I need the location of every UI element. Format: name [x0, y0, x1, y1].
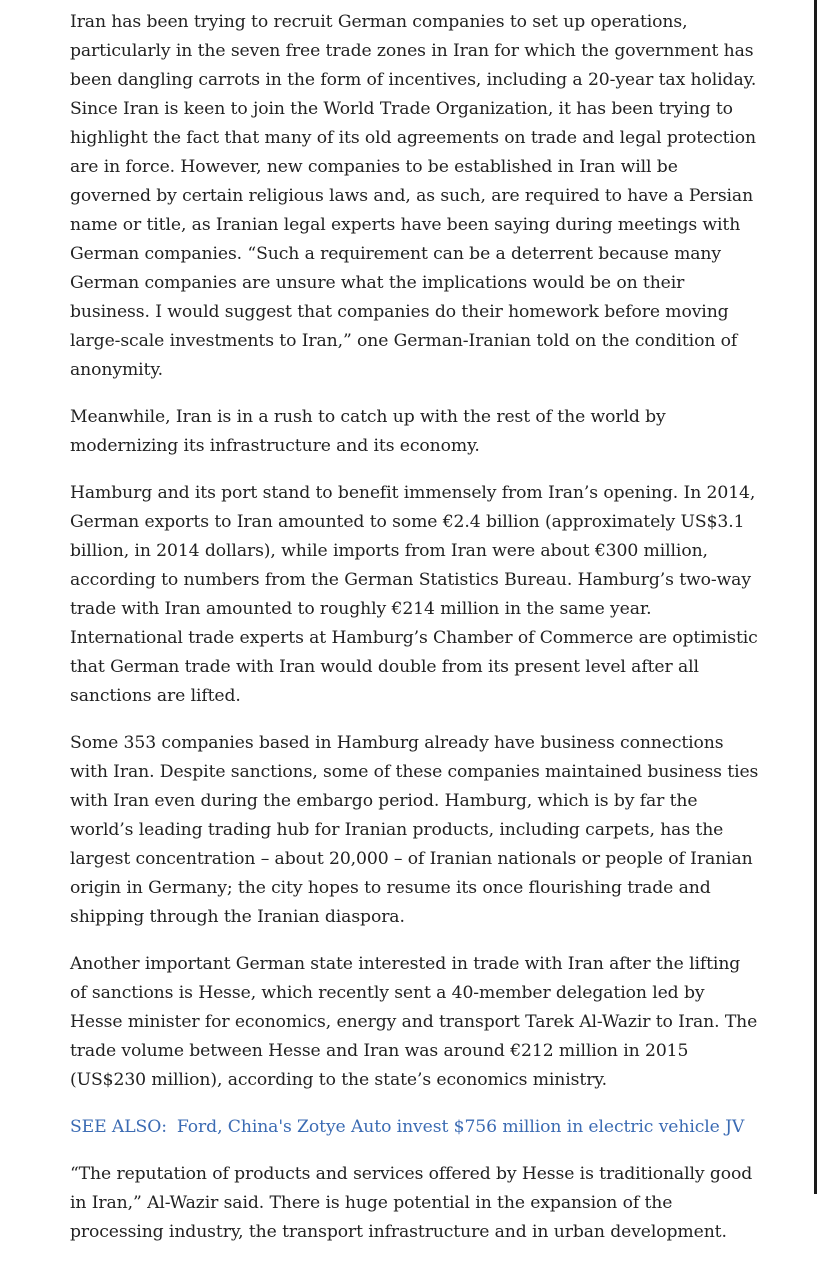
paragraph-modernizing: Meanwhile, Iran is in a rush to catch up with the rest of the world by modernizing its infrastructure and its economy. — [70, 407, 666, 456]
paragraph-hesse: Another important German state interested in trade with Iran after the lifting of sanctions is Hesse, which recently sent a 40-member delegation led by Hesse minister for economics, energy and transport Tarek Al-Wazir to Iran. The trade volume between Hesse and Iran was around €212 million in 2015 (US$230 million), according to the state’s economics ministry. — [70, 954, 758, 1090]
article-body — [70, 8, 760, 1265]
see-also-label: SEE ALSO: — [70, 1117, 167, 1137]
paragraph-reputation-quote: “The reputation of products and services offered by Hesse is traditionally good in Iran,” Al-Wazir said. There is huge potential in the expansion of the processing industry, the transport infrastructure and in urban development. — [70, 1164, 753, 1242]
see-also-link[interactable]: Ford, China's Zotye Auto invest $756 million in electric vehicle JV — [176, 1117, 745, 1137]
paragraph-hamburg-companies: Some 353 companies based in Hamburg already have business connections with Iran. Despite sanctions, some of these companies maintained business ties with Iran even during the embargo period. Hamburg, which is by far the world’s leading trading hub for Iranian products, including carpets, has the largest concentration – about 20,000 – of Iranian nationals or people of Iranian origin in Germany; the city hopes to resume its once flourishing trade and shipping through the Iranian diaspora. — [70, 733, 759, 927]
see-also-block — [70, 1113, 760, 1142]
paragraph-hamburg-port: Hamburg and its port stand to benefit immensely from Iran’s opening. In 2014, German exports to Iran amounted to some €2.4 billion (approximately US$3.1 billion, in 2014 dollars), while imports from Iran were about €300 million, according to numbers from the German Statistics Bureau. Hamburg’s two-way trade with Iran amounted to roughly €214 million in the same year. International trade experts at Hamburg’s Chamber of Commerce are optimistic that German trade with Iran would double from its present level after all sanctions are lifted. — [70, 483, 758, 706]
paragraph-free-trade-zones: Iran has been trying to recruit German companies to set up operations, particularly in the seven free trade zones in Iran for which the government has been dangling carrots in the form of incentives, including a 20-year tax holiday. Since Iran is keen to join the World Trade Organization, it has been trying to highlight the fact that many of its old agreements on trade and legal protection are in force. However, new companies to be established in Iran will be governed by certain religious laws and, as such, are required to have a Persian name or title, as Iranian legal experts have been saying during meetings with German companies. “Such a requirement can be a deterrent because many German companies are unsure what the implications would be on their business. I would suggest that companies do their homework before moving large-scale investments to Iran,” one German-Iranian told on the condition of anonymity. — [70, 12, 757, 380]
